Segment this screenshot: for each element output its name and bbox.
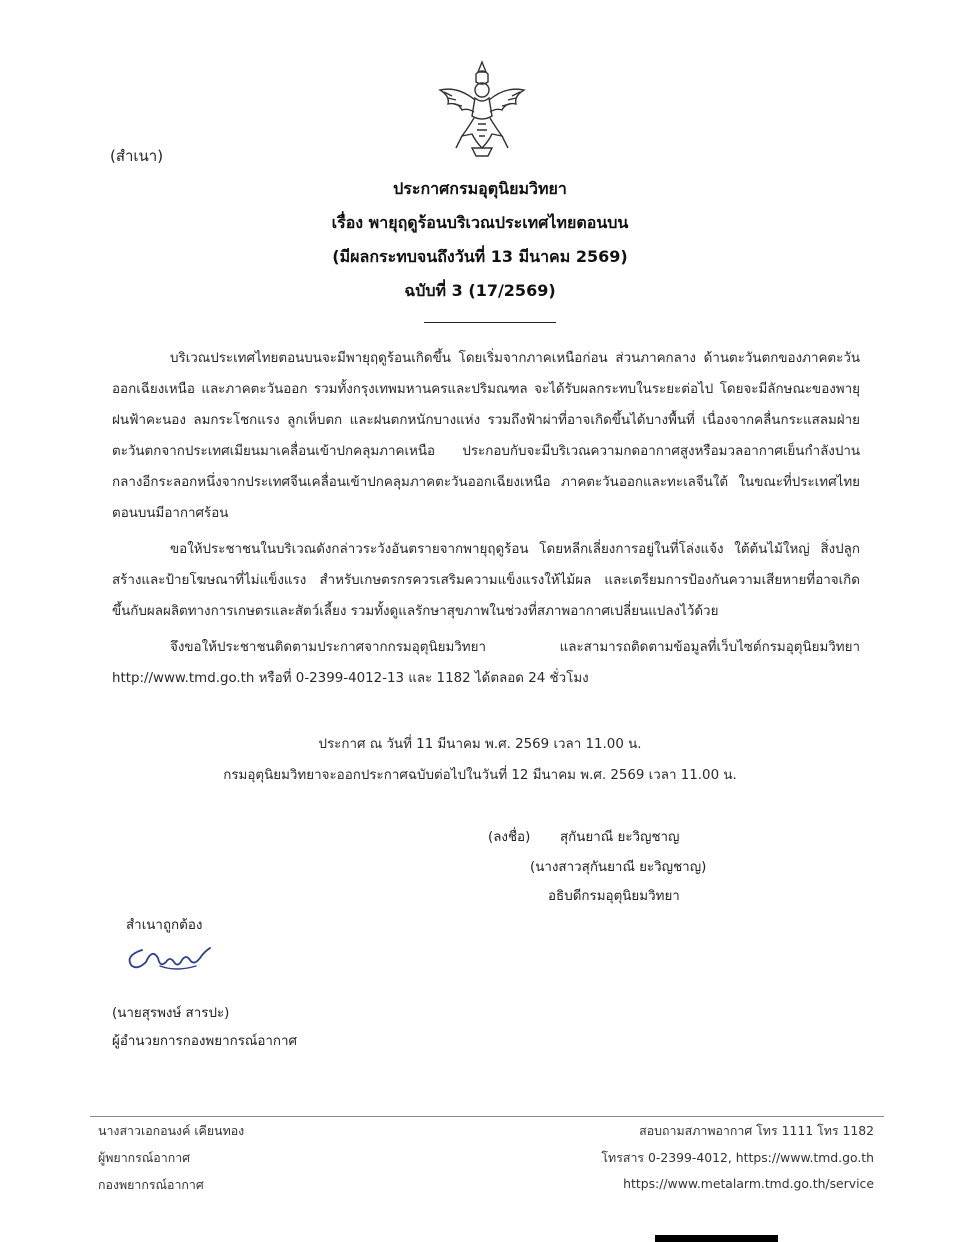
footer-forecaster-title: ผู้พยากรณ์อากาศ [98,1150,191,1165]
garuda-emblem-icon [432,56,532,160]
footer-divider [90,1116,884,1117]
signer-full-name: (นางสาวสุกันยาณี ยะวิญชาญ) [530,860,707,875]
footer-division: กองพยากรณ์อากาศ [98,1177,204,1192]
announcement-date: ประกาศ ณ วันที่ 11 มีนาคม พ.ศ. 2569 เวลา 11.00 น. [318,737,642,752]
document-title: ประกาศกรมอุตุนิยมวิทยา [393,179,567,198]
certifier-name: (นายสุรพงษ์ สารปะ) [112,1006,230,1021]
footer-phone: สอบถามสภาพอากาศ โทร 1111 โทร 1182 [639,1123,874,1138]
document-subject: เรื่อง พายุฤดูร้อนบริเวณประเทศไทยตอนบน [331,213,629,232]
paragraph-situation: บริเวณประเทศไทยตอนบนจะมีพายุฤดูร้อนเกิดขึ้น โดยเริ่มจากภาคเหนือก่อน ส่วนภาคกลาง ด้านตะวันตกของภาคตะวันออกเฉียงเหนือ และภาคตะวันออก รวมทั้งกรุงเทพมหานครและปริมณฑล จะได้รับผลกระทบในระยะต่อไป โดยจะมีลักษณะของพายุฝนฟ้าคะนอง ลมกระโชกแรง ลูกเห็บตก และฝนตกหนักบางแห่ง รวมถึงฟ้าผ่าที่อาจเกิดขึ้นได้บางพื้นที่ เนื่องจากคลื่นกระแสลมฝ่ายตะวันตกจากประเทศเมียนมาเคลื่อนเข้าปกคลุมภาคเหนือ ประกอบกับจะมีบริเวณความกดอากาศสูงหรือมวลอากาศเย็นกำลังปานกลางอีกระลอกหนึ่งจากประเทศจีนเคลื่อนเข้าปกคลุมภาคตะวันออกเฉียงเหนือ ภาคตะวันออกและทะเลจีนใต้ ในขณะที่ประเทศไทยตอนบนมีอากาศร้อน [112,351,860,521]
issue-number: ฉบับที่ 3 (17/2569) [404,281,556,300]
certified-copy-label: สำเนาถูกต้อง [126,918,203,933]
signer-name: สุกันยาณี ยะวิญชาญ [560,830,680,845]
footer-service-link[interactable]: https://www.metalarm.tmd.go.th/service [623,1176,874,1191]
copy-mark: (สำเนา) [110,147,164,165]
title-separator [424,322,556,323]
footer-fax: โทรสาร 0-2399-4012, https://www.tmd.go.th [601,1150,874,1165]
signature-label: (ลงชื่อ) [488,830,531,845]
certifier-position: ผู้อำนวยการกองพยากรณ์อากาศ [112,1034,298,1049]
paragraph-contact: จึงขอให้ประชาชนติดตามประกาศจากกรมอุตุนิยมวิทยา และสามารถติดตามข้อมูลที่เว็บไซต์กรมอุตุนิยมวิทยา http://www.tmd.go.th หรือที่ 0-2399-4012-13 และ 1182 ได้ตลอด 24 ชั่วโมง [112,640,860,686]
next-issue-notice: กรมอุตุนิยมวิทยาจะออกประกาศฉบับต่อไปในวันที่ 12 มีนาคม พ.ศ. 2569 เวลา 11.00 น. [223,768,737,783]
paragraph-advice: ขอให้ประชาชนในบริเวณดังกล่าวระวังอันตรายจากพายุฤดูร้อน โดยหลีกเลี่ยงการอยู่ในที่โล่งแจ้ง ใต้ต้นไม้ใหญ่ สิ่งปลูกสร้างและป้ายโฆษณาที่ไม่แข็งแรง สำหรับเกษตรกรควรเสริมความแข็งแรงให้ไม้ผล และเตรียมการป้องกันความเสียหายที่อาจเกิดขึ้นกับผลผลิตทางการเกษตรและสัตว์เลี้ยง รวมทั้งดูแลรักษาสุขภาพในช่วงที่สภาพอากาศเปลี่ยนแปลงไว้ด้วย [112,542,860,619]
footer-forecaster-name: นางสาวเอกอนงค์ เคียนทอง [98,1123,245,1138]
redaction-bar [655,1235,778,1242]
effect-period: (มีผลกระทบจนถึงวันที่ 13 มีนาคม 2569) [332,247,628,266]
handwritten-signature [120,936,220,986]
signer-position: อธิบดีกรมอุตุนิยมวิทยา [548,889,680,904]
